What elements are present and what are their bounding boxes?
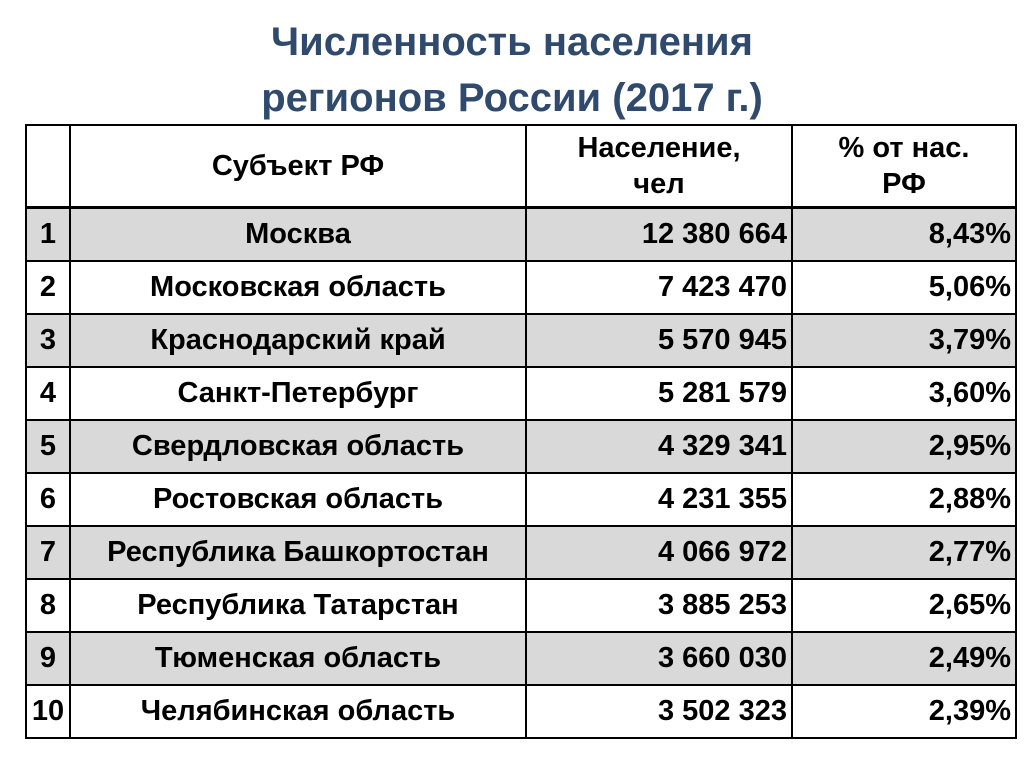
percent-value: 2,77%	[792, 526, 1016, 579]
population-value: 12 380 664	[526, 208, 792, 261]
population-table	[25, 124, 1017, 739]
table-row	[26, 208, 1016, 261]
region-name: Ростовская область	[70, 473, 526, 526]
population-value: 3 885 253	[526, 579, 792, 632]
table-row	[26, 473, 1016, 526]
population-value: 7 423 470	[526, 261, 792, 314]
table-row	[26, 579, 1016, 632]
row-number: 3	[26, 314, 70, 367]
row-number: 1	[26, 208, 70, 261]
table-row	[26, 314, 1016, 367]
table-row	[26, 526, 1016, 579]
population-value: 4 231 355	[526, 473, 792, 526]
percent-value: 2,39%	[792, 685, 1016, 738]
row-number: 4	[26, 367, 70, 420]
percent-value: 5,06%	[792, 261, 1016, 314]
population-value: 3 502 323	[526, 685, 792, 738]
region-name: Челябинская область	[70, 685, 526, 738]
header-population-line-1: Население,	[577, 132, 741, 164]
row-number: 10	[26, 685, 70, 738]
header-population-line-2: чел	[633, 168, 685, 200]
header-population	[526, 125, 792, 208]
table-row	[26, 685, 1016, 738]
title-line-2: регионов России (2017 г.)	[261, 76, 763, 120]
percent-value: 2,65%	[792, 579, 1016, 632]
region-name: Санкт-Петербург	[70, 367, 526, 420]
table-row	[26, 632, 1016, 685]
row-number: 6	[26, 473, 70, 526]
header-index	[26, 125, 70, 208]
region-name: Московская область	[70, 261, 526, 314]
page-title	[0, 14, 1024, 126]
percent-value: 2,88%	[792, 473, 1016, 526]
header-subject: Субъект РФ	[70, 125, 526, 208]
percent-value: 3,79%	[792, 314, 1016, 367]
population-value: 5 281 579	[526, 367, 792, 420]
header-percent-line-1: % от нас.	[838, 132, 970, 164]
population-value: 4 329 341	[526, 420, 792, 473]
table-row	[26, 261, 1016, 314]
percent-value: 8,43%	[792, 208, 1016, 261]
region-name: Республика Татарстан	[70, 579, 526, 632]
percent-value: 3,60%	[792, 367, 1016, 420]
population-value: 3 660 030	[526, 632, 792, 685]
row-number: 5	[26, 420, 70, 473]
region-name: Москва	[70, 208, 526, 261]
row-number: 7	[26, 526, 70, 579]
percent-value: 2,95%	[792, 420, 1016, 473]
region-name: Свердловская область	[70, 420, 526, 473]
table-row	[26, 367, 1016, 420]
row-number: 8	[26, 579, 70, 632]
row-number: 9	[26, 632, 70, 685]
region-name: Тюменская область	[70, 632, 526, 685]
population-value: 5 570 945	[526, 314, 792, 367]
table-row	[26, 420, 1016, 473]
region-name: Республика Башкортостан	[70, 526, 526, 579]
percent-value: 2,49%	[792, 632, 1016, 685]
title-line-1: Численность населения	[271, 20, 753, 64]
header-percent-line-2: РФ	[882, 168, 926, 200]
table-header-row	[26, 125, 1016, 208]
row-number: 2	[26, 261, 70, 314]
header-percent	[792, 125, 1016, 208]
region-name: Краснодарский край	[70, 314, 526, 367]
population-value: 4 066 972	[526, 526, 792, 579]
